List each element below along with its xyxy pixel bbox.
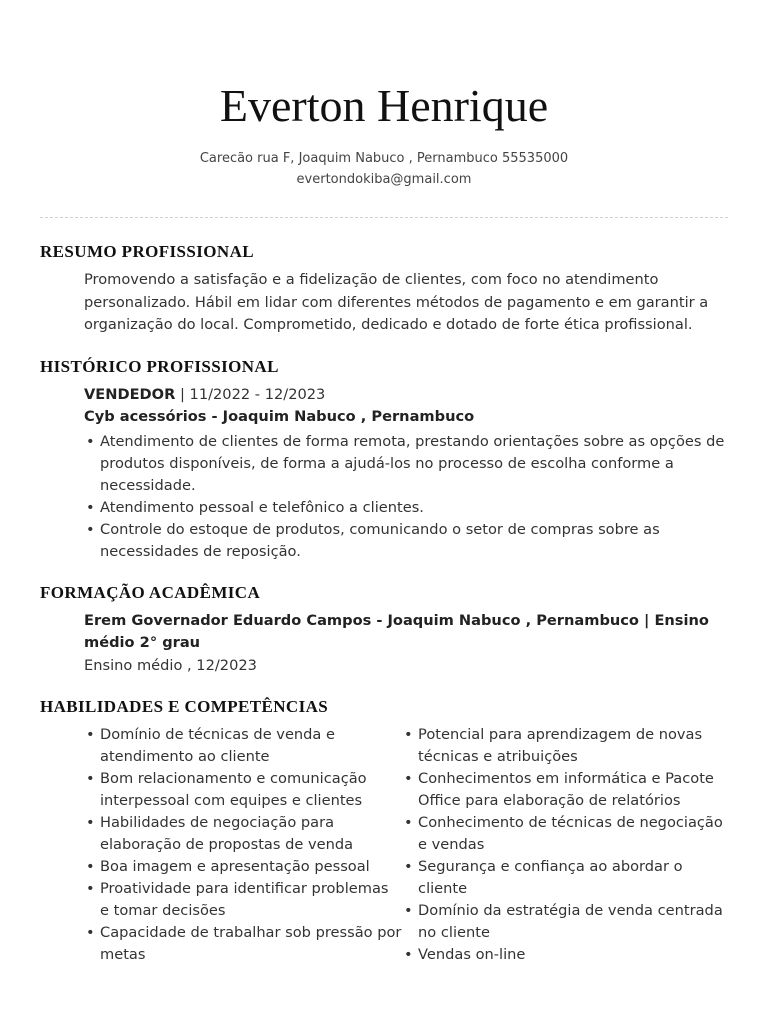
job-dates: 11/2022 - 12/2023 xyxy=(189,385,326,403)
email-text: evertondokiba@gmail.com xyxy=(296,172,472,187)
education-title: FORMAÇÃO ACADÊMICA xyxy=(40,582,261,602)
skills-title: HABILIDADES E COMPETÊNCIAS xyxy=(40,697,329,716)
list-item: • Bom relacionamento e comunicação interpessoal com equipes e clientes xyxy=(84,768,402,812)
list-item: • Conhecimentos em informática e Pacote Office para elaboração de relatórios xyxy=(402,768,728,812)
job-role: VENDEDOR xyxy=(84,385,176,403)
list-item: • Domínio da estratégia de venda centrada no cliente xyxy=(402,900,728,944)
candidate-name: Everton Henrique xyxy=(219,80,549,131)
job-separator: | xyxy=(175,385,190,403)
skills-columns xyxy=(84,724,728,966)
list-item: • Vendas on-line xyxy=(402,944,728,966)
skills-left-list xyxy=(84,724,402,966)
education-school: Erem Governador Eduardo Campos - Joaquim Nabuco , Pernambuco | Ensino médio 2° grau xyxy=(84,611,709,651)
job-company: Cyb acessórios - Joaquim Nabuco , Pernambuco xyxy=(84,408,475,425)
list-item: • Atendimento de clientes de forma remota, prestando orientações sobre as opções de produtos disponíveis, de forma a ajudá-los no processo de escolha conforme a necessidade. xyxy=(84,431,728,497)
education-entry xyxy=(84,610,728,678)
list-item: • Potencial para aprendizagem de novas técnicas e atribuições xyxy=(402,724,728,768)
history-section xyxy=(40,356,728,563)
history-title: HISTÓRICO PROFISSIONAL xyxy=(40,356,279,376)
header-divider xyxy=(40,217,728,218)
list-item: • Boa imagem e apresentação pessoal xyxy=(84,856,402,878)
education-section xyxy=(40,582,728,678)
summary-title: RESUMO PROFISSIONAL xyxy=(40,242,254,261)
list-item: • Domínio de técnicas de venda e atendimento ao cliente xyxy=(84,724,402,768)
job-bullets xyxy=(84,431,728,563)
address-text: Carecão rua F, Joaquim Nabuco , Pernambuco 55535000 xyxy=(199,151,569,166)
list-item: • Controle do estoque de produtos, comunicando o setor de compras sobre as necessidades de reposição. xyxy=(84,519,728,563)
list-item: • Proatividade para identificar problemas e tomar decisões xyxy=(84,878,402,922)
list-item: • Segurança e confiança ao abordar o cliente xyxy=(402,856,728,900)
job-header xyxy=(84,384,728,407)
list-item: • Atendimento pessoal e telefônico a clientes. xyxy=(84,497,728,519)
summary-text: Promovendo a satisfação e a fidelização de clientes, com foco no atendimento personalizado. Hábil em lidar com diferentes métodos de pagamento e em garantir a organização do local. Comprometido, dedicado e dotado de forte ética profissional. xyxy=(84,271,709,333)
education-detail: Ensino médio , 12/2023 xyxy=(84,656,257,674)
list-item: • Capacidade de trabalhar sob pressão por metas xyxy=(84,922,402,966)
summary-section xyxy=(40,241,728,337)
skills-right-list xyxy=(402,724,728,966)
list-item: • Habilidades de negociação para elaboração de propostas de venda xyxy=(84,812,402,856)
skills-section xyxy=(40,696,728,966)
contact-info xyxy=(40,148,728,190)
list-item: • Conhecimento de técnicas de negociação e vendas xyxy=(402,812,728,856)
job-entry xyxy=(84,384,728,563)
